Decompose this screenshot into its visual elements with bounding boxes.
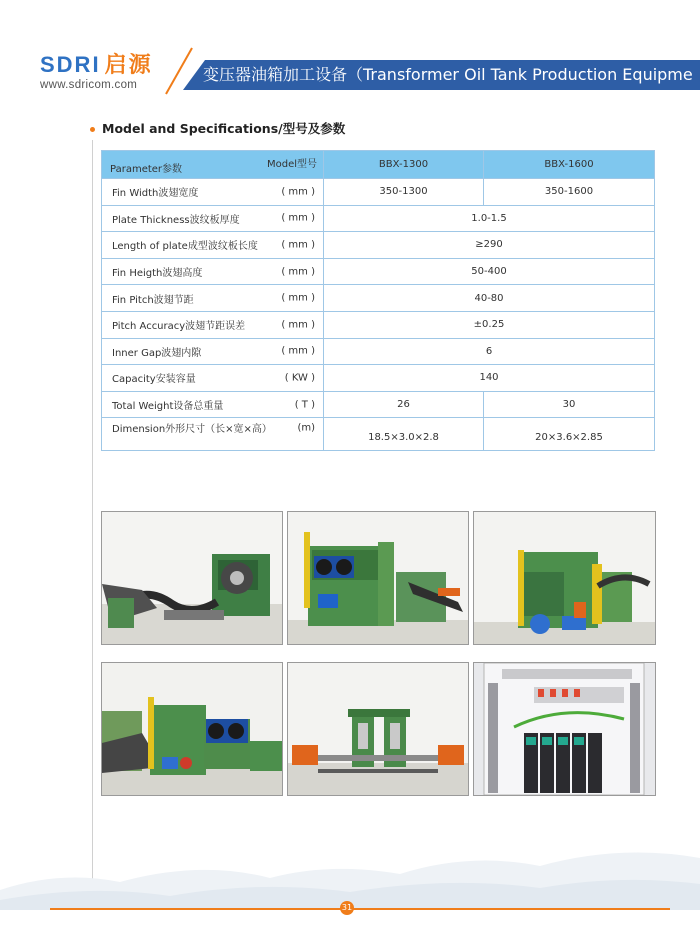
table-row xyxy=(102,232,655,259)
param-unit: ( mm ) xyxy=(281,266,315,278)
photo-forming-machine-side xyxy=(473,511,656,645)
table-header-row xyxy=(102,151,655,179)
logo-text: SDRI xyxy=(40,52,101,77)
table-row xyxy=(102,258,655,285)
table-row xyxy=(102,338,655,365)
model-header-bbx1600: BBX-1600 xyxy=(484,151,655,179)
param-unit: ( KW ) xyxy=(284,372,315,384)
param-unit: ( mm ) xyxy=(281,239,315,251)
footer-line xyxy=(50,908,670,910)
photo-production-line-overview xyxy=(101,662,283,796)
value-cell: ±0.25 xyxy=(324,311,655,338)
value-cell: 20×3.6×2.85 xyxy=(484,418,655,451)
param-cell xyxy=(102,311,324,338)
param-name: Length of plate成型波纹板长度 xyxy=(112,241,258,253)
value-cell: 30 xyxy=(484,391,655,418)
corner-model-label: Model型号 xyxy=(266,159,317,170)
value-cell: ≥290 xyxy=(324,232,655,259)
param-name: Pitch Accuracy波翅节距误差 xyxy=(112,321,246,333)
param-unit: ( mm ) xyxy=(281,345,315,357)
param-cell xyxy=(102,179,324,206)
photo-control-cabinet xyxy=(473,662,656,796)
section-bullet xyxy=(90,127,95,132)
param-name: Fin Pitch波翅节距 xyxy=(112,294,194,306)
corner-parameter-label: Parameter参数 xyxy=(110,164,183,175)
param-cell xyxy=(102,418,324,451)
value-cell: 350-1600 xyxy=(484,179,655,206)
param-unit: ( mm ) xyxy=(281,292,315,304)
param-unit: ( mm ) xyxy=(281,319,315,331)
param-cell xyxy=(102,285,324,312)
param-cell xyxy=(102,338,324,365)
table-row xyxy=(102,311,655,338)
table-row xyxy=(102,391,655,418)
param-name: Total Weight设备总重量 xyxy=(112,401,224,413)
param-name: Capacity安装容量 xyxy=(112,374,196,386)
value-cell: 6 xyxy=(324,338,655,365)
spec-table xyxy=(101,150,655,451)
photo-fin-forming-rollers xyxy=(287,662,469,796)
header-title: 变压器油箱加工设备（Transformer Oil Tank Production Equipme xyxy=(203,65,693,84)
value-cell: 40-80 xyxy=(324,285,655,312)
param-cell xyxy=(102,258,324,285)
margin-divider xyxy=(92,140,93,900)
param-cell xyxy=(102,205,324,232)
table-row xyxy=(102,285,655,312)
section-title: Model and Specifications/型号及参数 xyxy=(102,121,346,136)
param-cell xyxy=(102,365,324,392)
param-name: Inner Gap波翅内隙 xyxy=(112,347,202,359)
page-number: 31 xyxy=(340,901,354,915)
param-unit: ( T ) xyxy=(294,399,315,411)
website-url: www.sdricom.com xyxy=(40,79,138,91)
param-unit: ( mm ) xyxy=(281,212,315,224)
photo-forming-machine-front xyxy=(287,511,469,645)
param-name: Fin Width波翅宽度 xyxy=(112,188,199,200)
table-row xyxy=(102,205,655,232)
param-unit: ( mm ) xyxy=(281,186,315,198)
photo-decoiler-machine xyxy=(101,511,283,645)
model-header-bbx1300: BBX-1300 xyxy=(324,151,484,179)
value-cell: 140 xyxy=(324,365,655,392)
param-name: Plate Thickness波纹板厚度 xyxy=(112,214,240,226)
param-name: Dimension外形尺寸（长×宽×高） xyxy=(112,424,272,436)
value-cell: 18.5×3.0×2.8 xyxy=(324,418,484,451)
logo-cn-text: 启源 xyxy=(104,52,153,77)
table-corner-cell xyxy=(102,151,324,179)
param-cell xyxy=(102,232,324,259)
table-row xyxy=(102,179,655,206)
table-row xyxy=(102,365,655,392)
header-slash-decoration xyxy=(0,0,200,100)
background-mountains xyxy=(0,800,700,910)
value-cell: 26 xyxy=(324,391,484,418)
param-name: Fin Heigth波翅高度 xyxy=(112,268,203,280)
value-cell: 350-1300 xyxy=(324,179,484,206)
table-row xyxy=(102,418,655,451)
value-cell: 50-400 xyxy=(324,258,655,285)
param-unit: (m) xyxy=(297,422,315,434)
value-cell: 1.0-1.5 xyxy=(324,205,655,232)
param-cell xyxy=(102,391,324,418)
